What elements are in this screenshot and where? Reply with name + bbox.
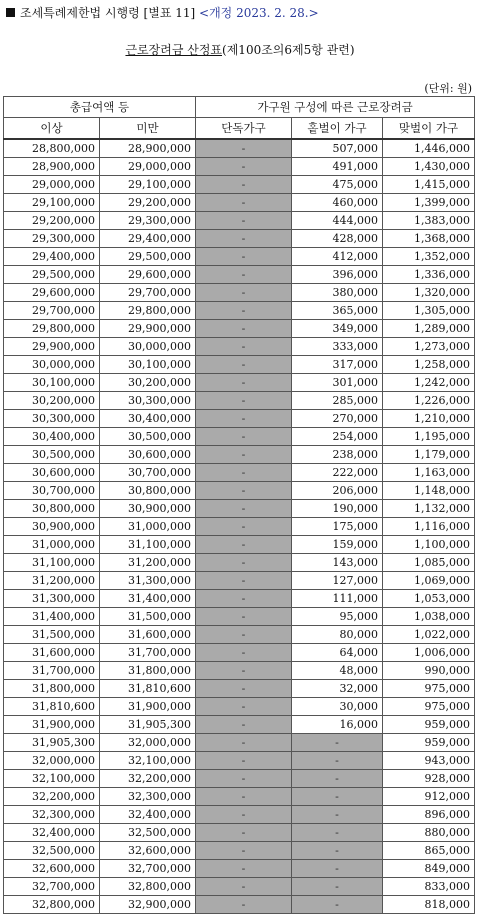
cell-single-earner: 48,000 [292, 662, 383, 680]
cell-min: 31,700,000 [4, 662, 100, 680]
cell-min: 29,300,000 [4, 230, 100, 248]
cell-single-earner: 380,000 [292, 284, 383, 302]
cell-single: - [196, 752, 292, 770]
cell-single: - [196, 500, 292, 518]
table-row [4, 284, 475, 302]
cell-max: 29,200,000 [100, 194, 196, 212]
cell-single-earner: - [292, 770, 383, 788]
cell-dual-earner: 1,383,000 [383, 212, 475, 230]
unit-label: (단위: 원) [424, 82, 472, 95]
cell-max: 28,900,000 [100, 139, 196, 158]
table-row [4, 428, 475, 446]
cell-single-earner: 507,000 [292, 139, 383, 158]
table-reference: (제100조의6제5항 관련) [222, 43, 355, 57]
cell-min: 31,500,000 [4, 626, 100, 644]
column-header-max: 미만 [100, 118, 196, 140]
cell-min: 29,900,000 [4, 338, 100, 356]
cell-min: 29,200,000 [4, 212, 100, 230]
cell-single-earner: 143,000 [292, 554, 383, 572]
cell-max: 32,600,000 [100, 842, 196, 860]
cell-dual-earner: 1,100,000 [383, 536, 475, 554]
cell-single: - [196, 734, 292, 752]
table-row [4, 662, 475, 680]
document-header [6, 4, 319, 21]
cell-single: - [196, 338, 292, 356]
table-subtitle [0, 41, 480, 58]
cell-min: 30,800,000 [4, 500, 100, 518]
table-row [4, 896, 475, 914]
cell-min: 29,100,000 [4, 194, 100, 212]
cell-dual-earner: 1,195,000 [383, 428, 475, 446]
cell-min: 29,500,000 [4, 266, 100, 284]
cell-single-earner: 270,000 [292, 410, 383, 428]
cell-single: - [196, 248, 292, 266]
cell-single: - [196, 482, 292, 500]
cell-max: 31,900,000 [100, 698, 196, 716]
cell-single-earner: 460,000 [292, 194, 383, 212]
cell-dual-earner: 1,242,000 [383, 374, 475, 392]
cell-max: 29,400,000 [100, 230, 196, 248]
black-square-icon [6, 8, 15, 17]
cell-max: 30,400,000 [100, 410, 196, 428]
table-row [4, 680, 475, 698]
cell-dual-earner: 1,116,000 [383, 518, 475, 536]
cell-single: - [196, 176, 292, 194]
table-row [4, 698, 475, 716]
cell-single: - [196, 554, 292, 572]
cell-single-earner: - [292, 752, 383, 770]
cell-max: 29,100,000 [100, 176, 196, 194]
table-row [4, 878, 475, 896]
cell-single-earner: 30,000 [292, 698, 383, 716]
cell-single: - [196, 230, 292, 248]
cell-single-earner: - [292, 878, 383, 896]
cell-max: 31,300,000 [100, 572, 196, 590]
cell-dual-earner: 928,000 [383, 770, 475, 788]
cell-dual-earner: 849,000 [383, 860, 475, 878]
cell-single-earner: 222,000 [292, 464, 383, 482]
column-header-single-earner: 홑벌이 가구 [292, 118, 383, 140]
cell-single-earner: 64,000 [292, 644, 383, 662]
cell-max: 32,100,000 [100, 752, 196, 770]
cell-min: 28,900,000 [4, 158, 100, 176]
cell-dual-earner: 1,273,000 [383, 338, 475, 356]
table-row [4, 158, 475, 176]
cell-max: 30,800,000 [100, 482, 196, 500]
cell-max: 32,200,000 [100, 770, 196, 788]
cell-dual-earner: 896,000 [383, 806, 475, 824]
cell-dual-earner: 1,430,000 [383, 158, 475, 176]
cell-min: 31,200,000 [4, 572, 100, 590]
cell-single: - [196, 788, 292, 806]
cell-single: - [196, 374, 292, 392]
table-row [4, 536, 475, 554]
cell-max: 31,905,300 [100, 716, 196, 734]
cell-max: 32,500,000 [100, 824, 196, 842]
cell-max: 29,900,000 [100, 320, 196, 338]
table-row [4, 824, 475, 842]
cell-single-earner: 159,000 [292, 536, 383, 554]
cell-min: 32,300,000 [4, 806, 100, 824]
cell-dual-earner: 959,000 [383, 716, 475, 734]
cell-max: 30,000,000 [100, 338, 196, 356]
cell-dual-earner: 1,085,000 [383, 554, 475, 572]
cell-dual-earner: 959,000 [383, 734, 475, 752]
cell-max: 32,700,000 [100, 860, 196, 878]
cell-dual-earner: 1,132,000 [383, 500, 475, 518]
cell-dual-earner: 1,163,000 [383, 464, 475, 482]
cell-dual-earner: 1,368,000 [383, 230, 475, 248]
cell-dual-earner: 943,000 [383, 752, 475, 770]
cell-min: 29,600,000 [4, 284, 100, 302]
cell-single-earner: 349,000 [292, 320, 383, 338]
cell-dual-earner: 1,022,000 [383, 626, 475, 644]
cell-min: 30,200,000 [4, 392, 100, 410]
cell-min: 32,000,000 [4, 752, 100, 770]
cell-min: 31,400,000 [4, 608, 100, 626]
table-row [4, 410, 475, 428]
cell-dual-earner: 818,000 [383, 896, 475, 914]
cell-single-earner: 32,000 [292, 680, 383, 698]
cell-min: 32,400,000 [4, 824, 100, 842]
cell-single-earner: - [292, 896, 383, 914]
table-row [4, 644, 475, 662]
cell-dual-earner: 1,179,000 [383, 446, 475, 464]
table-row [4, 392, 475, 410]
cell-dual-earner: 1,415,000 [383, 176, 475, 194]
table-row [4, 752, 475, 770]
cell-single: - [196, 698, 292, 716]
cell-single-earner: 254,000 [292, 428, 383, 446]
cell-single: - [196, 302, 292, 320]
cell-max: 31,810,600 [100, 680, 196, 698]
header-household: 가구원 구성에 따른 근로장려금 [196, 97, 475, 118]
cell-single: - [196, 139, 292, 158]
cell-dual-earner: 1,210,000 [383, 410, 475, 428]
cell-max: 31,400,000 [100, 590, 196, 608]
cell-single: - [196, 392, 292, 410]
cell-max: 29,800,000 [100, 302, 196, 320]
cell-single: - [196, 626, 292, 644]
cell-dual-earner: 1,305,000 [383, 302, 475, 320]
cell-max: 29,700,000 [100, 284, 196, 302]
cell-min: 29,800,000 [4, 320, 100, 338]
table-row [4, 356, 475, 374]
table-row [4, 320, 475, 338]
table-header [4, 97, 475, 140]
table-row [4, 608, 475, 626]
cell-single: - [196, 158, 292, 176]
cell-dual-earner: 865,000 [383, 842, 475, 860]
cell-single-earner: 285,000 [292, 392, 383, 410]
cell-max: 30,900,000 [100, 500, 196, 518]
cell-min: 30,600,000 [4, 464, 100, 482]
cell-max: 30,100,000 [100, 356, 196, 374]
cell-single: - [196, 842, 292, 860]
credit-table [3, 96, 475, 914]
table-row [4, 500, 475, 518]
table-row [4, 374, 475, 392]
cell-max: 32,900,000 [100, 896, 196, 914]
cell-single: - [196, 284, 292, 302]
cell-min: 31,600,000 [4, 644, 100, 662]
cell-dual-earner: 912,000 [383, 788, 475, 806]
cell-dual-earner: 1,053,000 [383, 590, 475, 608]
cell-single-earner: - [292, 734, 383, 752]
cell-single-earner: - [292, 788, 383, 806]
cell-min: 31,900,000 [4, 716, 100, 734]
cell-single-earner: - [292, 806, 383, 824]
cell-dual-earner: 1,006,000 [383, 644, 475, 662]
cell-single-earner: 396,000 [292, 266, 383, 284]
cell-dual-earner: 1,446,000 [383, 139, 475, 158]
header-column-row [4, 118, 475, 140]
cell-min: 29,000,000 [4, 176, 100, 194]
cell-single-earner: 206,000 [292, 482, 383, 500]
table-row [4, 248, 475, 266]
cell-min: 32,100,000 [4, 770, 100, 788]
cell-single: - [196, 266, 292, 284]
cell-single: - [196, 464, 292, 482]
cell-max: 31,200,000 [100, 554, 196, 572]
cell-dual-earner: 1,038,000 [383, 608, 475, 626]
cell-single-earner: 111,000 [292, 590, 383, 608]
cell-single-earner: 475,000 [292, 176, 383, 194]
table-row [4, 482, 475, 500]
document-title: 조세특례제한법 시행령 [별표 11] [20, 6, 196, 20]
cell-max: 29,300,000 [100, 212, 196, 230]
cell-single: - [196, 446, 292, 464]
cell-single-earner: - [292, 824, 383, 842]
cell-min: 30,500,000 [4, 446, 100, 464]
table-row [4, 194, 475, 212]
table-row [4, 266, 475, 284]
cell-max: 30,200,000 [100, 374, 196, 392]
cell-dual-earner: 1,399,000 [383, 194, 475, 212]
column-header-single: 단독가구 [196, 118, 292, 140]
cell-min: 31,800,000 [4, 680, 100, 698]
cell-single-earner: 333,000 [292, 338, 383, 356]
cell-dual-earner: 1,226,000 [383, 392, 475, 410]
cell-min: 32,700,000 [4, 878, 100, 896]
cell-single-earner: 444,000 [292, 212, 383, 230]
table-row [4, 230, 475, 248]
table-row [4, 446, 475, 464]
cell-single: - [196, 428, 292, 446]
table-row [4, 464, 475, 482]
column-header-dual-earner: 맞벌이 가구 [383, 118, 475, 140]
cell-max: 29,600,000 [100, 266, 196, 284]
cell-max: 31,100,000 [100, 536, 196, 554]
cell-single: - [196, 320, 292, 338]
cell-min: 32,200,000 [4, 788, 100, 806]
cell-single: - [196, 644, 292, 662]
cell-single: - [196, 608, 292, 626]
table-row [4, 554, 475, 572]
table-row [4, 770, 475, 788]
cell-dual-earner: 1,320,000 [383, 284, 475, 302]
cell-max: 29,000,000 [100, 158, 196, 176]
cell-dual-earner: 1,336,000 [383, 266, 475, 284]
cell-single: - [196, 212, 292, 230]
cell-max: 31,700,000 [100, 644, 196, 662]
cell-single: - [196, 194, 292, 212]
cell-dual-earner: 1,289,000 [383, 320, 475, 338]
cell-min: 31,300,000 [4, 590, 100, 608]
table-row [4, 139, 475, 158]
cell-single-earner: 238,000 [292, 446, 383, 464]
cell-dual-earner: 975,000 [383, 698, 475, 716]
cell-dual-earner: 1,352,000 [383, 248, 475, 266]
revision-note: <개정 2023. 2. 28.> [199, 6, 319, 20]
cell-single: - [196, 896, 292, 914]
cell-single-earner: 317,000 [292, 356, 383, 374]
cell-single-earner: - [292, 860, 383, 878]
cell-min: 29,400,000 [4, 248, 100, 266]
cell-min: 29,700,000 [4, 302, 100, 320]
table-row [4, 572, 475, 590]
cell-single: - [196, 662, 292, 680]
cell-max: 29,500,000 [100, 248, 196, 266]
table-body [4, 139, 475, 914]
cell-single-earner: 491,000 [292, 158, 383, 176]
cell-min: 31,100,000 [4, 554, 100, 572]
cell-dual-earner: 1,258,000 [383, 356, 475, 374]
cell-single: - [196, 824, 292, 842]
cell-min: 31,810,600 [4, 698, 100, 716]
header-group-row [4, 97, 475, 118]
cell-single: - [196, 770, 292, 788]
cell-single-earner: 190,000 [292, 500, 383, 518]
cell-single: - [196, 410, 292, 428]
table-row [4, 626, 475, 644]
cell-single-earner: - [292, 842, 383, 860]
cell-min: 30,300,000 [4, 410, 100, 428]
cell-max: 30,700,000 [100, 464, 196, 482]
cell-min: 30,700,000 [4, 482, 100, 500]
cell-min: 30,000,000 [4, 356, 100, 374]
cell-min: 31,000,000 [4, 536, 100, 554]
cell-dual-earner: 880,000 [383, 824, 475, 842]
table-row [4, 212, 475, 230]
column-header-min: 이상 [4, 118, 100, 140]
cell-single: - [196, 878, 292, 896]
table-row [4, 734, 475, 752]
cell-single: - [196, 590, 292, 608]
cell-single: - [196, 716, 292, 734]
cell-min: 32,600,000 [4, 860, 100, 878]
cell-single-earner: 95,000 [292, 608, 383, 626]
table-row [4, 860, 475, 878]
cell-single: - [196, 860, 292, 878]
cell-dual-earner: 990,000 [383, 662, 475, 680]
cell-single: - [196, 518, 292, 536]
cell-min: 30,400,000 [4, 428, 100, 446]
cell-single-earner: 428,000 [292, 230, 383, 248]
cell-single-earner: 412,000 [292, 248, 383, 266]
cell-single-earner: 80,000 [292, 626, 383, 644]
cell-max: 30,500,000 [100, 428, 196, 446]
header-income: 총급여액 등 [4, 97, 196, 118]
cell-single: - [196, 536, 292, 554]
cell-single: - [196, 356, 292, 374]
cell-max: 32,800,000 [100, 878, 196, 896]
cell-max: 32,000,000 [100, 734, 196, 752]
cell-single-earner: 16,000 [292, 716, 383, 734]
table-row [4, 716, 475, 734]
table-row [4, 338, 475, 356]
table-row [4, 806, 475, 824]
cell-single-earner: 127,000 [292, 572, 383, 590]
cell-max: 32,400,000 [100, 806, 196, 824]
cell-max: 31,000,000 [100, 518, 196, 536]
cell-max: 31,600,000 [100, 626, 196, 644]
cell-min: 30,900,000 [4, 518, 100, 536]
cell-min: 32,800,000 [4, 896, 100, 914]
cell-max: 30,600,000 [100, 446, 196, 464]
table-row [4, 590, 475, 608]
table-row [4, 302, 475, 320]
cell-max: 32,300,000 [100, 788, 196, 806]
cell-max: 30,300,000 [100, 392, 196, 410]
table-row [4, 842, 475, 860]
cell-dual-earner: 833,000 [383, 878, 475, 896]
cell-max: 31,800,000 [100, 662, 196, 680]
cell-dual-earner: 975,000 [383, 680, 475, 698]
cell-single: - [196, 572, 292, 590]
cell-min: 31,905,300 [4, 734, 100, 752]
table-row [4, 788, 475, 806]
cell-single-earner: 365,000 [292, 302, 383, 320]
table-row [4, 518, 475, 536]
cell-max: 31,500,000 [100, 608, 196, 626]
cell-single: - [196, 680, 292, 698]
cell-dual-earner: 1,069,000 [383, 572, 475, 590]
table-row [4, 176, 475, 194]
cell-single: - [196, 806, 292, 824]
cell-single-earner: 175,000 [292, 518, 383, 536]
table-title: 근로장려금 산정표 [125, 43, 223, 57]
cell-dual-earner: 1,148,000 [383, 482, 475, 500]
cell-min: 30,100,000 [4, 374, 100, 392]
cell-single-earner: 301,000 [292, 374, 383, 392]
cell-min: 32,500,000 [4, 842, 100, 860]
cell-min: 28,800,000 [4, 139, 100, 158]
